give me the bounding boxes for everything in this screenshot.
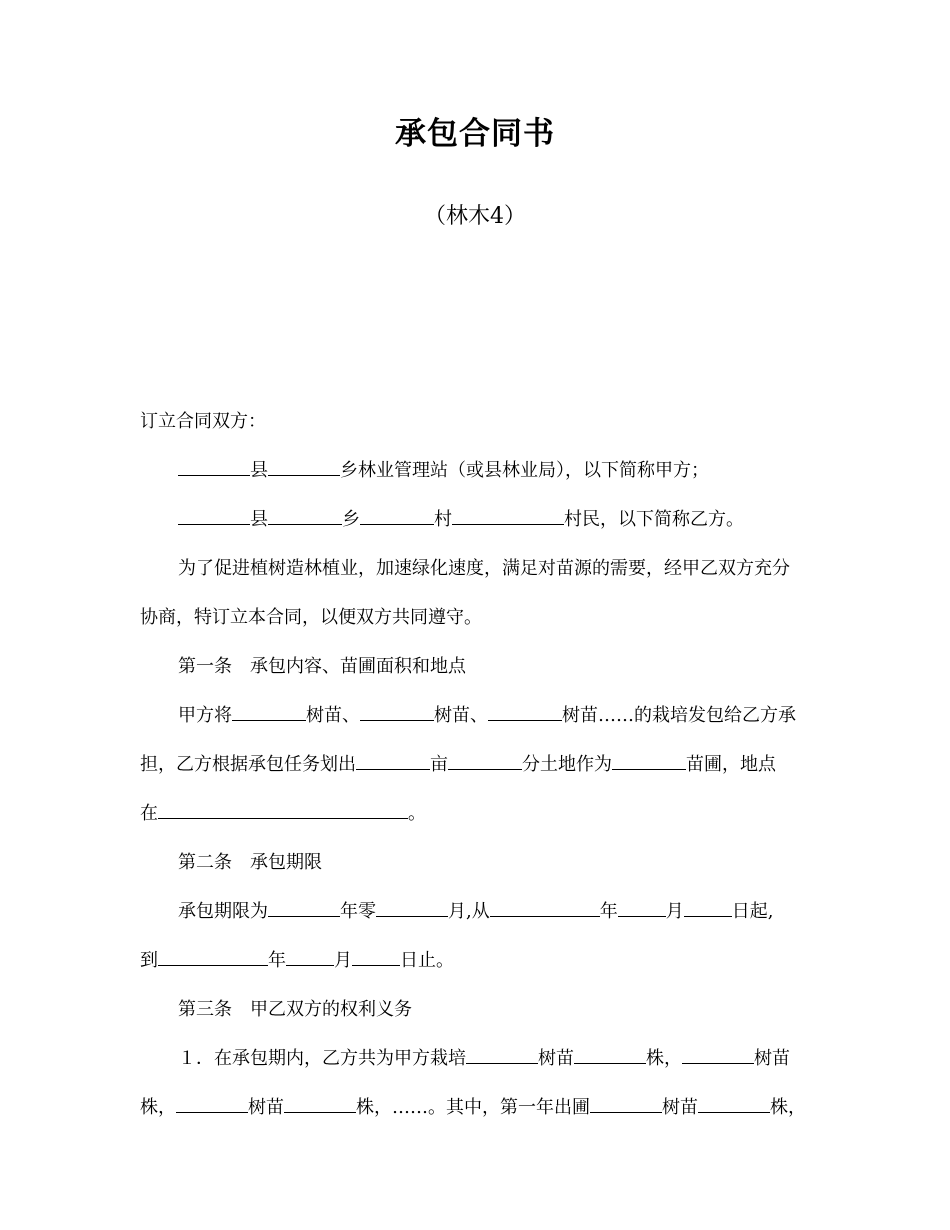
blank-field[interactable] xyxy=(618,902,666,917)
blank-field[interactable] xyxy=(268,510,342,525)
text-segment: 村 xyxy=(434,509,452,530)
section-heading: 第二条 承包期限 xyxy=(178,852,322,873)
text-segment: 株， xyxy=(770,1097,806,1118)
blank-field[interactable] xyxy=(360,706,434,721)
article-1-line-1 xyxy=(140,691,812,740)
text-segment: 亩 xyxy=(430,754,448,775)
article-2-line-2 xyxy=(140,936,812,985)
article-1-heading xyxy=(140,642,812,691)
text-segment: 县 xyxy=(250,460,268,481)
text-segment: 村民，以下简称乙方。 xyxy=(564,509,744,530)
text-segment: 日起, xyxy=(731,901,774,922)
section-heading: 第三条 甲乙双方的权利义务 xyxy=(178,999,412,1020)
text-segment: 甲方将 xyxy=(178,705,232,726)
parties-intro xyxy=(140,397,812,446)
text-segment: 树苗、 xyxy=(434,705,488,726)
text-segment: 株，……。其中，第一年出圃 xyxy=(356,1097,590,1118)
document-title: 承包合同书 xyxy=(395,116,555,152)
blank-field[interactable] xyxy=(612,755,686,770)
blank-field[interactable] xyxy=(466,1049,538,1064)
text-segment: 树苗 xyxy=(538,1048,574,1069)
text-segment: 树苗 xyxy=(754,1048,790,1069)
blank-field[interactable] xyxy=(158,804,408,819)
party-a-line xyxy=(140,446,812,495)
blank-field[interactable] xyxy=(268,461,340,476)
text-segment: 月 xyxy=(665,901,684,922)
blank-field[interactable] xyxy=(574,1049,646,1064)
text-segment: 月 xyxy=(334,950,352,971)
text-segment: 。 xyxy=(408,803,426,824)
text-segment: 年零 xyxy=(340,901,376,922)
blank-field[interactable] xyxy=(356,755,430,770)
text-segment: 日止。 xyxy=(400,950,454,971)
article-2-heading xyxy=(140,838,812,887)
blank-field[interactable] xyxy=(360,510,434,525)
article-1-line-2 xyxy=(140,740,812,789)
party-b-line xyxy=(140,495,812,544)
article-3-line-1 xyxy=(140,1034,812,1083)
text-segment: 承包期限为 xyxy=(178,901,268,922)
blank-field[interactable] xyxy=(178,510,250,525)
preamble-line-1 xyxy=(140,544,812,593)
text-segment: 分土地作为 xyxy=(522,754,612,775)
text-segment: 月,从 xyxy=(448,901,490,922)
text-segment: 苗圃，地点 xyxy=(686,754,776,775)
text-segment: 年 xyxy=(268,950,286,971)
blank-field[interactable] xyxy=(268,902,340,917)
blank-field[interactable] xyxy=(682,1049,754,1064)
document-subtitle: （林木4） xyxy=(424,204,526,229)
text-segment: 县 xyxy=(250,509,268,530)
blank-field[interactable] xyxy=(284,1098,356,1113)
text-segment: 到 xyxy=(140,950,158,971)
text-segment: 株， xyxy=(646,1048,682,1069)
text-segment: 树苗 xyxy=(248,1097,284,1118)
article-3-line-2 xyxy=(140,1083,812,1132)
article-2-line-1 xyxy=(140,887,812,936)
text-segment: 树苗 xyxy=(662,1097,698,1118)
blank-field[interactable] xyxy=(158,951,268,966)
text-segment: 协商，特订立本合同，以便双方共同遵守。 xyxy=(140,607,482,628)
blank-field[interactable] xyxy=(490,902,600,917)
text-segment: １．在承包期内，乙方共为甲方栽培 xyxy=(178,1048,466,1069)
blank-field[interactable] xyxy=(452,510,564,525)
section-heading: 第一条 承包内容、苗圃面积和地点 xyxy=(178,656,466,677)
preamble-line-2 xyxy=(140,593,812,642)
text-segment: 年 xyxy=(599,901,618,922)
article-1-line-3 xyxy=(140,789,812,838)
text-segment: 树苗、 xyxy=(306,705,360,726)
article-3-heading xyxy=(140,985,812,1034)
text-segment: 乡林业管理站（或县林业局），以下简称甲方； xyxy=(340,460,709,481)
blank-field[interactable] xyxy=(176,1098,248,1113)
parties-intro-text: 订立合同双方： xyxy=(140,411,266,432)
blank-field[interactable] xyxy=(286,951,334,966)
text-segment: 在 xyxy=(140,803,158,824)
blank-field[interactable] xyxy=(698,1098,770,1113)
text-segment: 乡 xyxy=(342,509,360,530)
text-segment: 株， xyxy=(140,1097,176,1118)
blank-field[interactable] xyxy=(352,951,400,966)
blank-field[interactable] xyxy=(448,755,522,770)
blank-field[interactable] xyxy=(376,902,448,917)
text-segment: 树苗……的栽培发包给乙方承 xyxy=(562,705,796,726)
blank-field[interactable] xyxy=(590,1098,662,1113)
text-segment: 为了促进植树造林植业，加速绿化速度，满足对苗源的需要，经甲乙双方充分 xyxy=(178,558,790,579)
blank-field[interactable] xyxy=(684,902,732,917)
contract-body xyxy=(140,397,812,1132)
blank-field[interactable] xyxy=(232,706,306,721)
blank-field[interactable] xyxy=(488,706,562,721)
text-segment: 担，乙方根据承包任务划出 xyxy=(140,754,356,775)
blank-field[interactable] xyxy=(178,461,250,476)
